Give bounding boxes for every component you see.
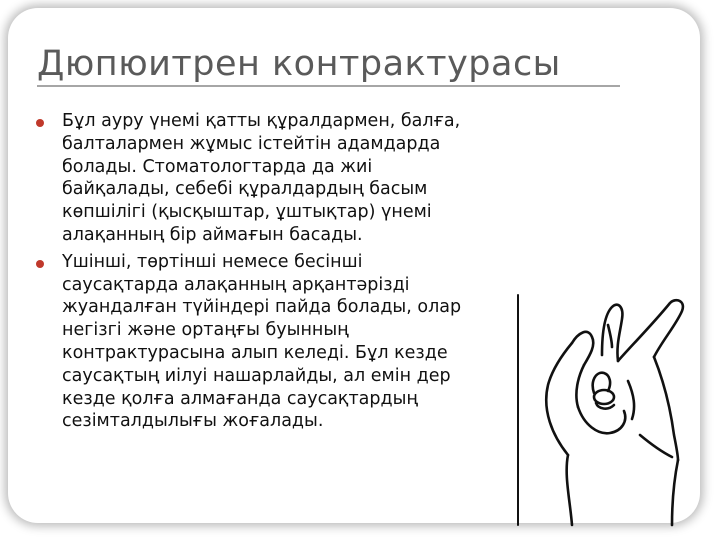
bullet-line: көпшілігі (қысқыштар, ұштықтар) үнемі [62,202,432,223]
bullet-dot-icon [36,260,44,268]
bullet-line: саусақтың иілуі нашарлайды, ал емін дер [62,365,451,386]
hand-contracture-illustration [512,285,712,530]
bullet-item [28,110,538,247]
bullet-item [28,251,538,433]
bullet-line: негізгі және ортаңғы буынның [62,320,349,341]
bullet-line: саусақтарда алақанның арқантәрізді [62,274,410,295]
slide-title: Дюпюитрен контрактурасы [37,44,561,84]
bullet-line: байқалады, себебі құралдардың басым [62,179,428,200]
bullet-line: болады. Стоматологтарда да жиі [62,156,373,177]
slide-content [28,110,538,437]
bullet-line: контрактурасына алып келеді. Бұл кезде [62,342,448,363]
bullet-line: жуандалған түйіндері пайда болады, олар [62,297,462,318]
bullet-line: Бұл ауру үнемі қатты құралдармен, балға, [62,111,461,131]
title-underline [37,85,620,87]
bullet-line: Үшінші, төртінші немесе бесінші [62,251,363,272]
bullet-line: балталармен жұмыс істейтін адамдарда [62,133,441,154]
bullet-line: сезімталдылығы жоғалады. [62,411,324,432]
bullet-dot-icon [36,119,44,127]
bullet-line: алақанның бір аймағын басады. [62,224,363,245]
bullet-line: кезде қолға алмағанда саусақтардың [62,388,418,409]
